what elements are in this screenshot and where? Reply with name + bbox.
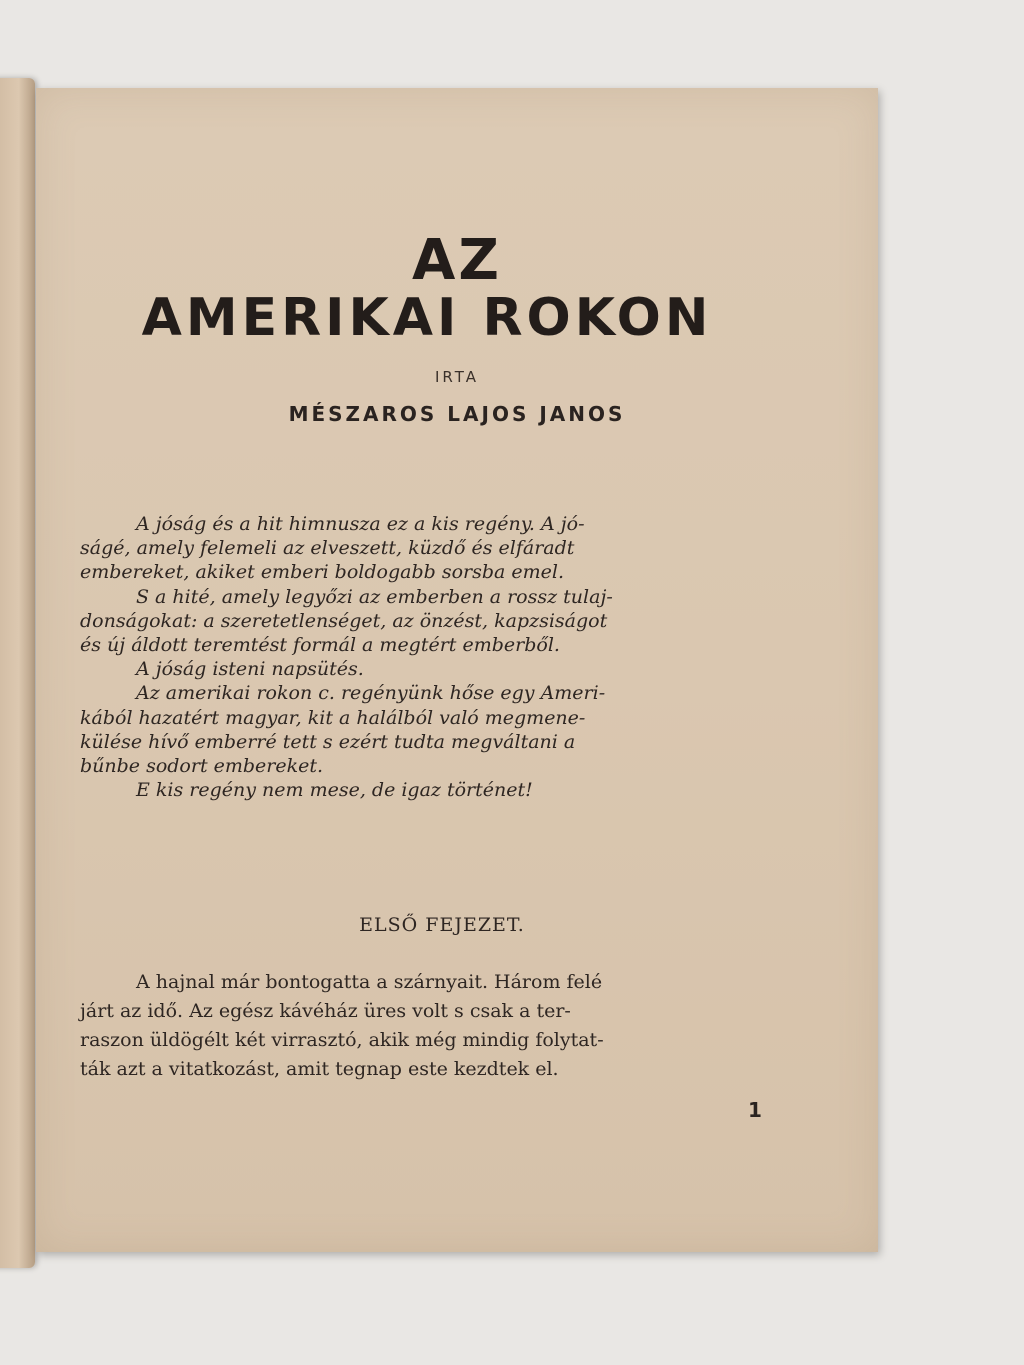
body-line: ták azt a vitatkozást, amit tegnap este kezdtek el. [80,1058,559,1080]
chapter-heading [36,914,878,936]
body-line: A hajnal már bontogatta a szárnyait. Három felé [136,971,603,993]
facing-page-edge [0,78,35,1268]
page-number: 1 [748,1098,762,1122]
intro-line: S a hité, amely legyőzi az emberben a rossz tulaj- [136,585,613,608]
intro-line: embereket, akiket emberi boldogabb sorsba emel. [80,561,564,584]
chapter-body [80,968,760,1084]
intro-line: donságokat: a szeretetlenséget, az önzést, kapzsiságot [80,609,608,632]
intro-line: és új áldott teremtést formál a megtért emberből. [80,633,560,656]
intro-line: bűnbe sodort embereket. [80,754,324,777]
chapter-heading-text: ELSŐ FEJEZET. [359,914,525,936]
body-line: raszon üldögélt két virrasztó, akik még mindig folytat- [80,1029,604,1051]
intro-line: E kis regény nem mese, de igaz történet! [136,779,533,802]
intro-line: A jóság isteni napsütés. [136,658,364,681]
intro-line: külése hívő emberré tett s ezért tudta megváltani a [80,730,576,753]
intro-line: Az amerikai rokon c. regényünk hőse egy Ameri- [136,682,606,705]
intro-line: A jóság és a hit himnusza ez a kis regény. A jó- [136,513,585,535]
book-page [36,88,878,1252]
title-line-2: AMERIKAI ROKON [141,288,713,348]
intro-line: kából hazatért magyar, kit a halálból való megmene- [80,706,586,729]
title-line-1: AZ [412,228,502,293]
byline-label: IRTA [434,368,479,386]
intro-paragraphs [80,512,760,802]
body-line: járt az idő. Az egész kávéház üres volt s csak a ter- [80,1000,571,1022]
intro-line: ságé, amely felemeli az elveszett, küzdő és elfáradt [80,537,575,560]
author-name: MÉSZAROS LAJOS JANOS [288,402,626,426]
